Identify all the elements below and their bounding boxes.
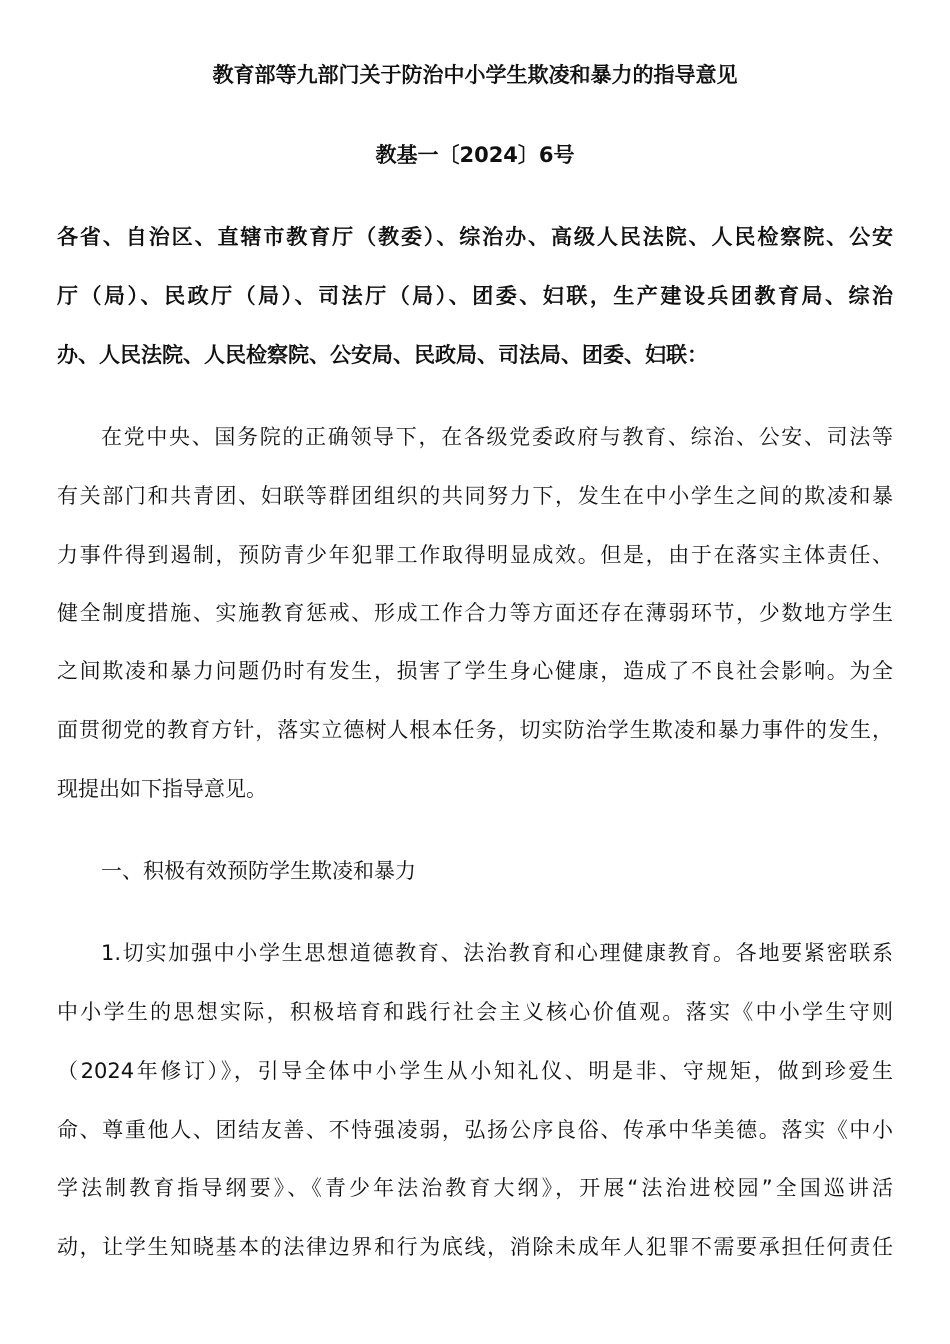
addressee-line: 厅（局）、民政厅（局）、司法厅（局）、团委、妇联，生产建设兵团教育局、综治 [57, 284, 893, 308]
paragraph-line: 力事件得到遏制，预防青少年犯罪工作取得明显成效。但是，由于在落实主体责任、 [57, 543, 893, 567]
document-title: 教育部等九部门关于防治中小学生欺凌和暴力的指导意见 [212, 63, 738, 87]
paragraph-line: 中小学生的思想实际，积极培育和践行社会主义核心价值观。落实《中小学生守则 [57, 1000, 893, 1024]
paragraph-line: 动，让学生知晓基本的法律边界和行为底线，消除未成年人犯罪不需要承担任何责任 [57, 1235, 893, 1259]
paragraph-line: 在党中央、国务院的正确领导下，在各级党委政府与教育、综治、公安、司法等 [101, 425, 893, 449]
addressee-line: 各省、自治区、直辖市教育厅（教委）、综治办、高级人民法院、人民检察院、公安 [57, 225, 893, 249]
section-heading: 一、积极有效预防学生欺凌和暴力 [101, 859, 416, 883]
paragraph-line: 有关部门和共青团、妇联等群团组织的共同努力下，发生在中小学生之间的欺凌和暴 [57, 484, 893, 508]
paragraph-line: （2024年修订）》，引导全体中小学生从小知礼仪、明是非、守规矩，做到珍爱生 [57, 1059, 893, 1083]
paragraph-line: 现提出如下指导意见。 [57, 777, 267, 801]
paragraph-line: 健全制度措施、实施教育惩戒、形成工作合力等方面还存在薄弱环节，少数地方学生 [57, 601, 893, 625]
document-number: 教基一〔2024〕6号 [375, 143, 575, 167]
paragraph-line: 命、尊重他人、团结友善、不恃强凌弱，弘扬公序良俗、传承中华美德。落实《中小 [57, 1118, 893, 1142]
paragraph-line: 1.切实加强中小学生思想道德教育、法治教育和心理健康教育。各地要紧密联系 [101, 941, 893, 965]
paragraph-line: 学法制教育指导纲要》、《青少年法治教育大纲》，开展“法治进校园”全国巡讲活 [57, 1176, 893, 1200]
addressee-line: 办、人民法院、人民检察院、公安局、民政局、司法局、团委、妇联： [57, 343, 708, 367]
paragraph-line: 之间欺凌和暴力问题仍时有发生，损害了学生身心健康，造成了不良社会影响。为全 [57, 659, 893, 683]
paragraph-line: 面贯彻党的教育方针，落实立德树人根本任务，切实防治学生欺凌和暴力事件的发生， [57, 718, 893, 742]
